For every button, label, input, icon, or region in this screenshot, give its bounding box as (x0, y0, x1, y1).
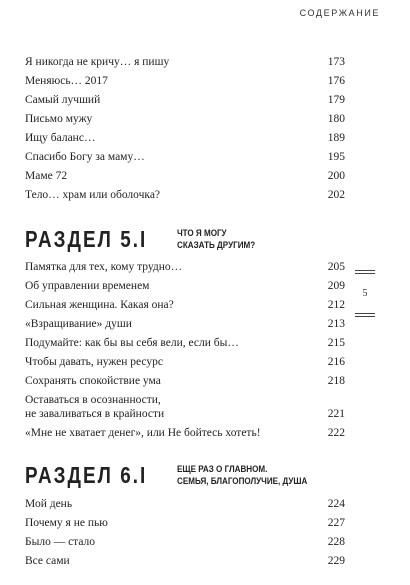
toc-entry[interactable] (25, 492, 345, 511)
toc-entry[interactable] (25, 511, 345, 530)
toc-group-3 (25, 492, 345, 568)
section-number: РАЗДЕЛ 5.І (25, 226, 148, 252)
toc-entry-title: «Взращивание» души (25, 318, 132, 330)
toc-group-2 (25, 255, 345, 440)
toc-entry-title: Подумайте: как бы вы себя вели, если бы… (25, 337, 239, 349)
toc-entry-page: 224 (327, 498, 345, 510)
toc-entry-title: Об управлении временем (25, 280, 150, 292)
toc-entry-page: 205 (327, 261, 345, 273)
section-heading-5 (25, 226, 269, 253)
toc-entry-page: 200 (327, 170, 345, 182)
toc-entry[interactable] (25, 549, 345, 568)
toc-entry[interactable] (25, 331, 345, 350)
toc-entry-title: Письмо мужу (25, 113, 93, 125)
toc-entry[interactable] (25, 164, 345, 183)
page-number: 5 (362, 288, 368, 299)
section-subtitle: ЕЩЕ РАЗ О ГЛАВНОМ. СЕМЬЯ, БЛАГОПОЛУЧИЕ, ДУША (177, 463, 308, 487)
toc-entry-page: 228 (327, 536, 345, 548)
toc-entry-title: Оставаться в осознанности, не заваливаться в крайности (25, 394, 165, 420)
toc-entry[interactable] (25, 255, 345, 274)
toc-entry-title: Ищу баланс… (25, 132, 96, 144)
toc-entry-page: 215 (327, 337, 345, 349)
toc-entry-page: 176 (327, 75, 345, 87)
toc-entry-page: 189 (327, 132, 345, 144)
toc-entry[interactable] (25, 107, 345, 126)
marker-line (355, 316, 375, 317)
toc-entry-title: Сохранять спокойствие ума (25, 375, 161, 387)
toc-entry-title: Было — стало (25, 536, 96, 548)
toc-entry-page: 213 (327, 318, 345, 330)
toc-entry-page: 180 (327, 113, 345, 125)
toc-entry-page: 222 (327, 427, 345, 439)
toc-entry-title: Памятка для тех, кому трудно… (25, 261, 183, 273)
toc-entry-page: 212 (327, 299, 345, 311)
toc-entry-page: 221 (327, 408, 345, 420)
toc-entry-title: Меняюсь… 2017 (25, 75, 108, 87)
toc-entry[interactable] (25, 69, 345, 88)
toc-entry-title: Маме 72 (25, 170, 68, 182)
toc-entry-title: «Мне не хватает денег», или Не бойтесь хотеть! (25, 427, 261, 439)
toc-entry-page: 216 (327, 356, 345, 368)
toc-entry[interactable] (25, 388, 345, 421)
toc-entry[interactable] (25, 530, 345, 549)
toc-entry-title: Чтобы давать, нужен ресурс (25, 356, 163, 368)
toc-entry-title: Я никогда не кричу… я пишу (25, 56, 170, 68)
toc-entry[interactable] (25, 183, 345, 202)
toc-entry-page: 229 (327, 555, 345, 567)
toc-entry-title: Почему я не пью (25, 517, 108, 529)
toc-entry[interactable] (25, 88, 345, 107)
toc-entry-title: Спасибо Богу за маму… (25, 151, 145, 163)
page-header: СОДЕРЖАНИЕ (299, 8, 380, 18)
toc-entry-page: 173 (327, 56, 345, 68)
toc-entry[interactable] (25, 145, 345, 164)
toc-entry-title: Тело… храм или оболочка? (25, 189, 161, 201)
marker-line (355, 273, 375, 274)
marker-line (355, 270, 375, 271)
section-heading-6 (25, 462, 330, 489)
toc-entry-page: 227 (327, 517, 345, 529)
toc-entry-title: Все сами (25, 555, 70, 567)
toc-entry[interactable] (25, 421, 345, 440)
toc-entry[interactable] (25, 350, 345, 369)
toc-entry[interactable] (25, 293, 345, 312)
toc-group-1 (25, 50, 345, 202)
toc-entry-page: 179 (327, 94, 345, 106)
toc-entry[interactable] (25, 126, 345, 145)
section-number: РАЗДЕЛ 6.І (25, 462, 148, 488)
toc-entry-title: Мой день (25, 498, 73, 510)
toc-entry-page: 195 (327, 151, 345, 163)
toc-entry[interactable] (25, 312, 345, 331)
toc-entry-title: Самый лучший (25, 94, 101, 106)
side-page-marker (355, 268, 375, 319)
marker-line (355, 313, 375, 314)
toc-entry-page: 218 (327, 375, 345, 387)
toc-entry[interactable] (25, 369, 345, 388)
toc-entry-title: Сильная женщина. Какая она? (25, 299, 174, 311)
toc-entry-page: 202 (327, 189, 345, 201)
toc-entry[interactable] (25, 50, 345, 69)
section-subtitle: ЧТО Я МОГУ СКАЗАТЬ ДРУГИМ? (177, 227, 256, 251)
toc-entry[interactable] (25, 274, 345, 293)
toc-entry-page: 209 (327, 280, 345, 292)
